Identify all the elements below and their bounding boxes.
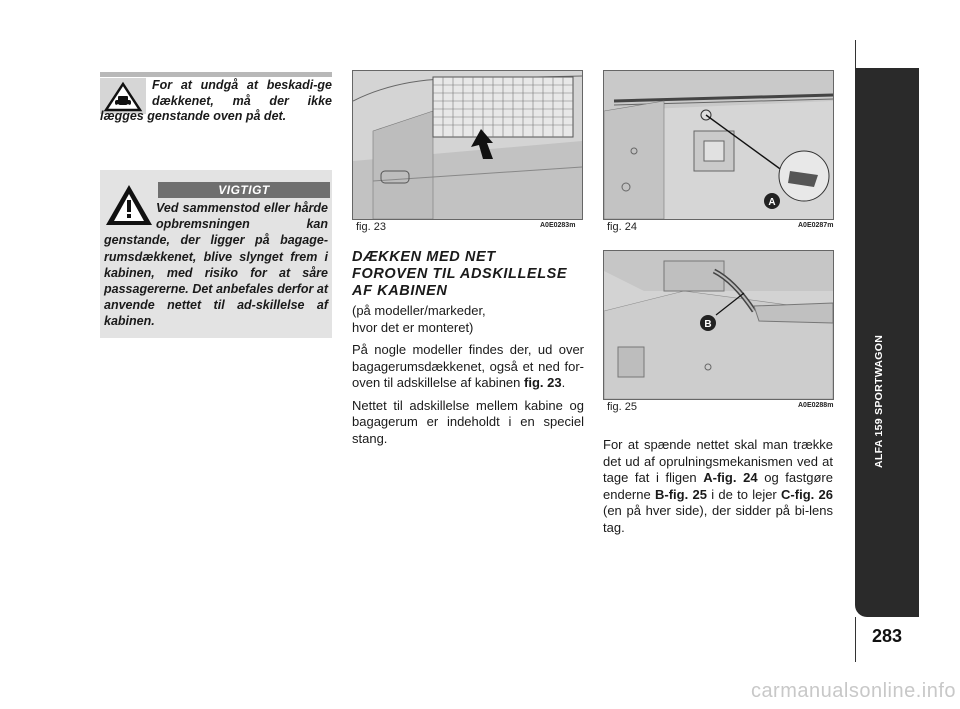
car-luggage-warning-icon xyxy=(100,78,152,108)
page-number: 283 xyxy=(871,626,903,646)
fig23-reference: fig. 23 xyxy=(524,375,562,390)
marker-b-label: B xyxy=(704,319,712,330)
warning-note-text: For at undgå at beskadi-ge dækkenet, må der ikke lægges genstande oven på det. xyxy=(100,78,332,123)
watermark: carmanualsonline.info xyxy=(750,680,956,702)
figure-25-caption: fig. 25 xyxy=(607,401,637,413)
tab-top-rule xyxy=(855,40,856,68)
paragraph-2: Nettet til adskillelse mellem kabine og bagagerum er indeholdt i en speciel stang. xyxy=(352,397,584,446)
figure-23-caption: fig. 23 xyxy=(356,221,386,233)
side-tab-label: ALFA 159 SPORTWAGON xyxy=(873,334,885,468)
ref-b-fig25: B-fig. 25 xyxy=(654,486,707,502)
figure-23-code: A0E0283m xyxy=(540,222,576,229)
warning-box-vigtigt xyxy=(100,170,332,338)
heading-line-3: AF KABINEN xyxy=(352,283,448,299)
heading-line-2: FOROVEN TIL ADSKILLELSE xyxy=(352,266,568,282)
paragraph-1: På nogle modeller findes der, ud over bagagerumsdækkenet, også et ned for-oven til adskillelse af kabinen fig. 23. xyxy=(352,342,584,390)
figure-24-caption: fig. 24 xyxy=(607,221,637,233)
subtitle-line-1: (på modeller/markeder, xyxy=(352,303,486,318)
heading-line-1: DÆKKEN MED NET xyxy=(352,249,496,265)
section-body xyxy=(352,303,584,447)
figure-23-image xyxy=(352,70,583,220)
warning-note-luggage xyxy=(100,72,332,142)
figure-25-image xyxy=(603,250,834,400)
section-heading xyxy=(352,249,592,300)
chapter-side-tab xyxy=(855,68,919,617)
subtitle-line-2: hvor det er monteret) xyxy=(352,319,474,335)
warning-heading: VIGTIGT xyxy=(158,182,330,198)
marker-a-label: A xyxy=(768,197,776,208)
figure-25-code: A0E0288m xyxy=(798,402,834,409)
warning-body-text: Ved sammenstod eller hårde opbremsningen kan genstande, der ligger på bagage-rumsdækkenet, blive slynget frem i kabinen, med risiko for at såre passagererne. Det anbefales derfor at anvende nettet til ad-skillelse af kabinen. xyxy=(104,201,328,329)
ref-c-fig26: C-fig. 26 xyxy=(781,486,833,502)
note-top-rule xyxy=(100,72,332,77)
tensioning-instructions: For at spænde nettet skal man trække det ud af oprulningsmekanismen ved at tage fat i fligen A-fig. 24 og fastgøre enderne B-fig. 25 i de to lejer C-fig. 26 (en på hver side), der sidder på bi-lens tag. xyxy=(603,437,833,535)
figure-24-code: A0E0287m xyxy=(798,222,834,229)
figure-24-image xyxy=(603,70,834,220)
ref-a-fig24: A-fig. 24 xyxy=(703,470,758,485)
